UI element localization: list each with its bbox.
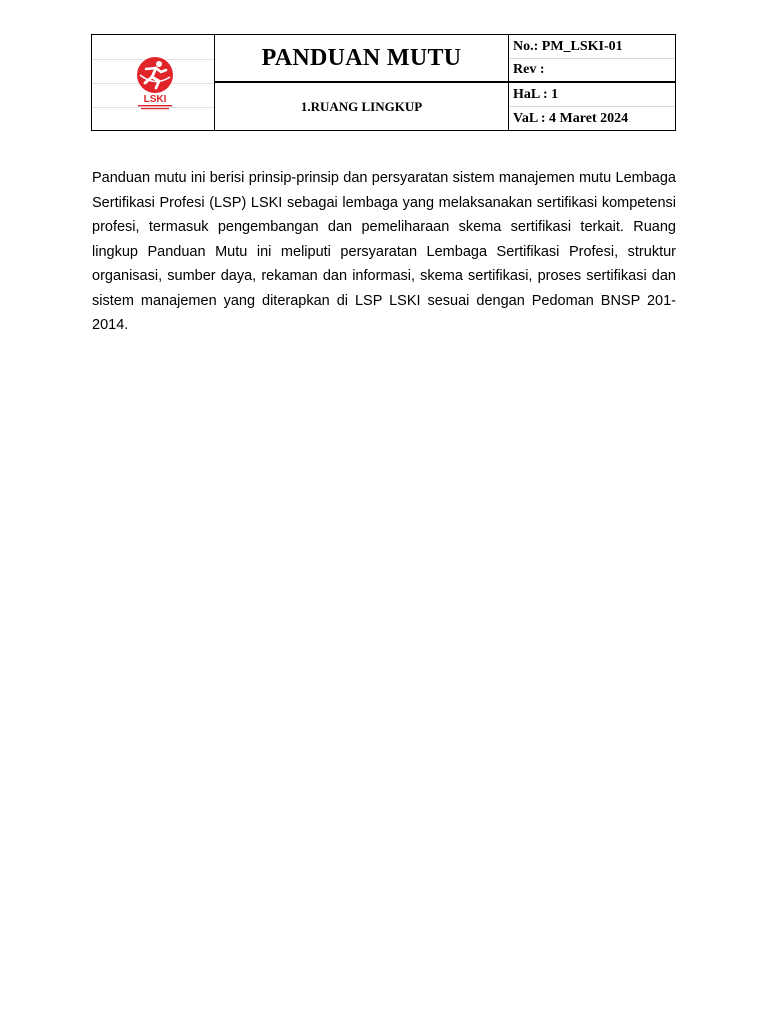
validity-date: VaL : 4 Maret 2024 — [513, 110, 629, 126]
document-number: No.: PM_LSKI-01 — [509, 35, 675, 59]
page-number: HaL : 1 — [509, 83, 675, 107]
revision: Rev : — [509, 59, 675, 83]
logo-cell — [92, 35, 215, 130]
body-paragraph: Panduan mutu ini berisi prinsip-prinsip dan persyaratan sistem manajemen mutu Lembaga Sertifikasi Profesi (LSP) LSKI sebagai lembaga yang melaksanakan sertifikasi kompetensi profesi, termasuk pengembangan dan pemeliharaan skema sertifikasi terkait. Ruang lingkup Panduan Mutu ini meliputi persyaratan Lembaga Sertifikasi Profesi, struktur organisasi, sumber daya, rekaman dan informasi, skema sertifikasi, proses sertifikasi dan sistem manajemen yang diterapkan di LSP LSKI sesuai dengan Pedoman BNSP 201-2014. — [92, 170, 676, 333]
document-title: PANDUAN MUTU — [215, 35, 508, 83]
document-info — [508, 35, 675, 130]
section-title: 1.RUANG LINGKUP — [300, 98, 423, 114]
lski-logo-icon — [132, 55, 178, 111]
document-header — [91, 34, 676, 131]
svg-text:LSKI: LSKI — [143, 94, 167, 105]
